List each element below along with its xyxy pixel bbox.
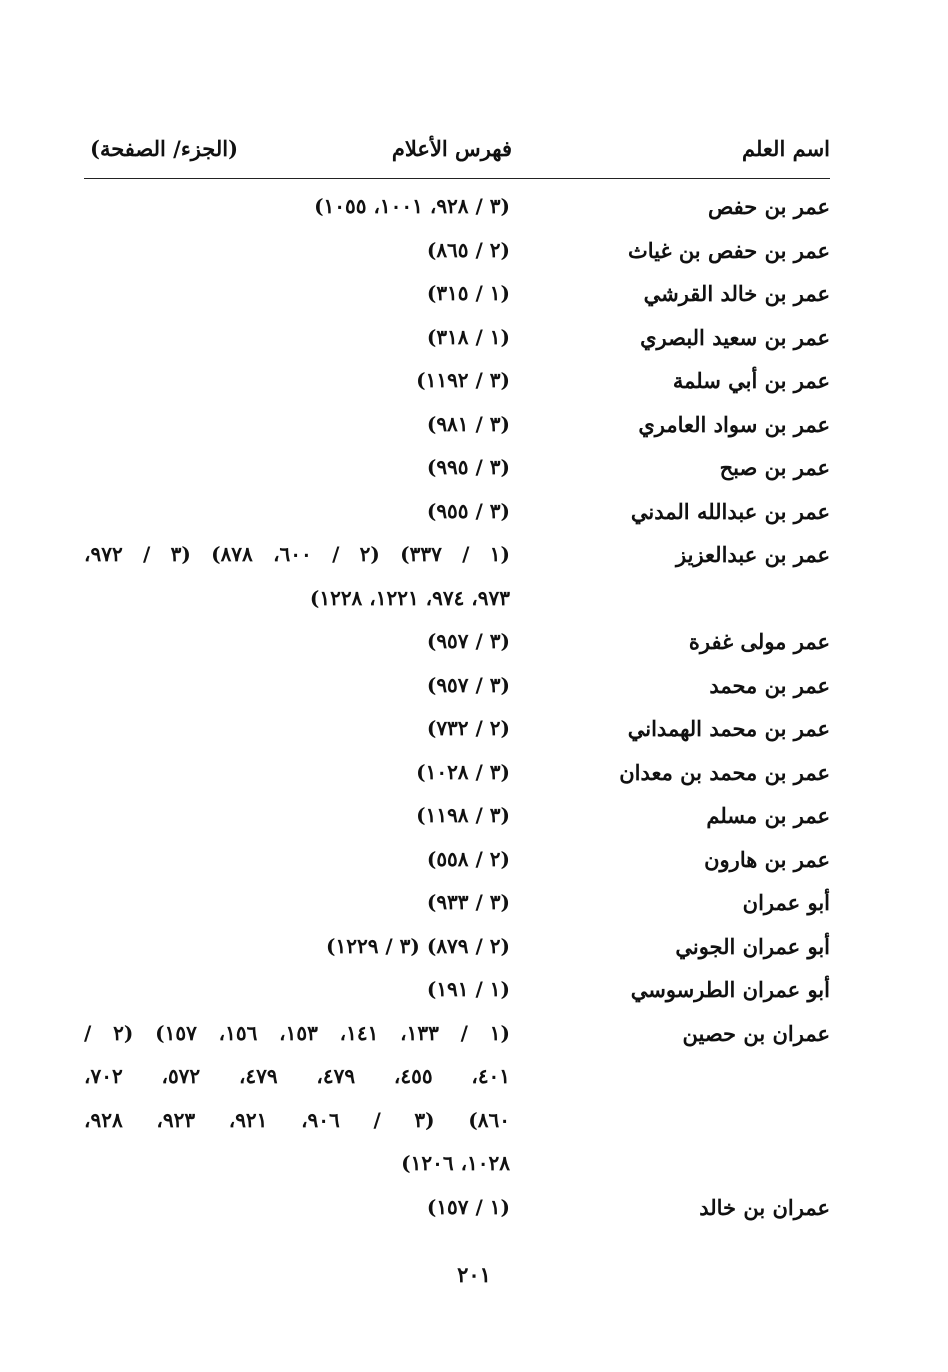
index-entry xyxy=(84,451,830,495)
entry-reference: (١ / ٣١٥) xyxy=(426,281,510,305)
entry-reference: (٣ / ٩٣٣) xyxy=(426,890,510,914)
entry-name: عمران بن خالد xyxy=(699,1194,830,1220)
entry-reference: ٤٠١، ٤٥٥، ٤٧٩، ٤٧٩، ٥٧٢، ٧٠٢، xyxy=(84,1064,511,1088)
reference-column-heading: (الجزء/ الصفحة) xyxy=(90,136,238,161)
entry-name: عمر بن مسلم xyxy=(706,803,830,828)
entry-name: عمر بن حفص xyxy=(707,194,830,219)
entry-reference: (٣ / ٩٨١) xyxy=(426,411,510,436)
entry-line xyxy=(84,538,830,582)
entry-name: عمر بن محمد xyxy=(709,672,830,698)
entry-reference: (٣ / ٩٥٥) xyxy=(426,498,510,523)
entry-line xyxy=(84,1017,830,1061)
entry-line xyxy=(84,625,830,669)
index-entry xyxy=(84,799,830,843)
entry-reference: (٣ / ١١٩٨) xyxy=(416,803,510,827)
index-entry xyxy=(84,625,830,669)
entry-line xyxy=(84,1060,830,1104)
index-entry xyxy=(84,538,830,625)
entry-reference: (٣ / ١١٩٢) xyxy=(416,368,510,392)
entry-name: أبو عمران xyxy=(742,890,830,915)
entry-reference: (١ / ١٥٧) xyxy=(426,1194,510,1219)
entry-reference: (٢ / ٨٧٩) (٣ / ١٢٢٩) xyxy=(326,933,510,958)
entry-name: عمر بن صبح xyxy=(719,455,830,480)
entry-line xyxy=(84,277,830,321)
index-entry xyxy=(84,712,830,756)
entry-line xyxy=(84,886,830,930)
entry-reference: (٣ / ١٠٢٨) xyxy=(416,759,510,784)
entry-line xyxy=(84,756,830,800)
entry-line xyxy=(84,234,830,278)
entry-reference: (٣ / ٩٥٧) xyxy=(426,672,510,697)
index-entry xyxy=(84,669,830,713)
entry-line xyxy=(84,190,830,234)
entry-name: عمر بن محمد بن معدان xyxy=(619,759,830,785)
entry-name: عمر مولى غفرة xyxy=(688,629,830,654)
entry-reference: (١ / ٣١٨) xyxy=(426,324,510,349)
entry-reference: ٨٦٠) (٣ / ٩٠٦، ٩٢١، ٩٢٣، ٩٢٨، xyxy=(84,1107,510,1132)
index-entry xyxy=(84,408,830,452)
entry-reference: ٩٧٣، ٩٧٤، ١٢٢١، ١٢٢٨) xyxy=(309,585,510,610)
index-entry xyxy=(84,190,830,234)
entry-reference: (٢ / ٨٦٥) xyxy=(426,237,510,262)
entry-line xyxy=(84,843,830,887)
index-entry xyxy=(84,973,830,1017)
entry-line xyxy=(84,1191,830,1235)
entry-name: عمر بن عبدالعزيز xyxy=(676,542,830,567)
entry-line xyxy=(84,408,830,452)
entry-line xyxy=(84,451,830,495)
index-entries xyxy=(84,190,830,1234)
entry-line xyxy=(84,495,830,539)
entry-name: عمر بن خالد القرشي xyxy=(643,281,830,306)
entry-line xyxy=(84,364,830,408)
index-entry xyxy=(84,234,830,278)
index-entry xyxy=(84,930,830,974)
entry-name: عمر بن أبي سلمة xyxy=(672,368,830,393)
entry-line xyxy=(84,712,830,756)
entry-reference: (٣ / ٩٢٨، ١٠٠١، ١٠٥٥) xyxy=(314,194,510,218)
entry-line xyxy=(84,1104,830,1148)
index-header xyxy=(84,136,830,168)
entry-reference: (١ / ٣٣٧) (٢ / ٦٠٠، ٨٧٨) (٣ / ٩٧٢، xyxy=(84,542,510,566)
page-number: ٢٠١ xyxy=(457,1262,491,1287)
index-entry xyxy=(84,1191,830,1235)
index-entry xyxy=(84,495,830,539)
index-entry xyxy=(84,843,830,887)
index-entry xyxy=(84,1017,830,1191)
entry-reference: (١ / ١٣٣، ١٤١، ١٥٣، ١٥٦، ١٥٧) (٢ / xyxy=(84,1020,510,1045)
entry-line xyxy=(84,669,830,713)
name-column-heading: اسم العلم xyxy=(741,136,830,161)
entry-reference: (٢ / ٧٣٢) xyxy=(426,716,510,740)
entry-name: أبو عمران الجوني xyxy=(675,933,830,959)
entry-name: عمر بن عبدالله المدني xyxy=(630,498,830,524)
header-divider xyxy=(84,178,830,179)
index-entry xyxy=(84,886,830,930)
entry-name: عمر بن محمد الهمداني xyxy=(627,716,830,741)
entry-line xyxy=(84,930,830,974)
index-entry xyxy=(84,756,830,800)
entry-reference: (٣ / ٩٩٥) xyxy=(426,455,510,479)
entry-reference: ١٠٢٨، ١٢٠٦) xyxy=(401,1151,510,1175)
entry-line xyxy=(84,973,830,1017)
index-entry xyxy=(84,277,830,321)
entry-reference: (٢ / ٥٥٨) xyxy=(426,846,510,871)
entry-name: عمر بن حفص بن غياث xyxy=(628,237,830,263)
index-title: فهرس الأعلام xyxy=(391,136,512,161)
entry-name: عمر بن سعيد البصري xyxy=(640,324,830,350)
entry-name: عمر بن سواد العامري xyxy=(638,411,830,437)
entry-line xyxy=(84,799,830,843)
entry-line xyxy=(84,1147,830,1191)
entry-line xyxy=(84,582,830,626)
entry-line xyxy=(84,321,830,365)
entry-name: أبو عمران الطرسوسي xyxy=(630,977,830,1002)
index-entry xyxy=(84,364,830,408)
entry-name: عمران بن حصين xyxy=(682,1020,830,1046)
entry-reference: (١ / ١٩١) xyxy=(426,977,510,1001)
entry-name: عمر بن هارون xyxy=(704,846,830,872)
index-entry xyxy=(84,321,830,365)
entry-reference: (٣ / ٩٥٧) xyxy=(426,629,510,653)
